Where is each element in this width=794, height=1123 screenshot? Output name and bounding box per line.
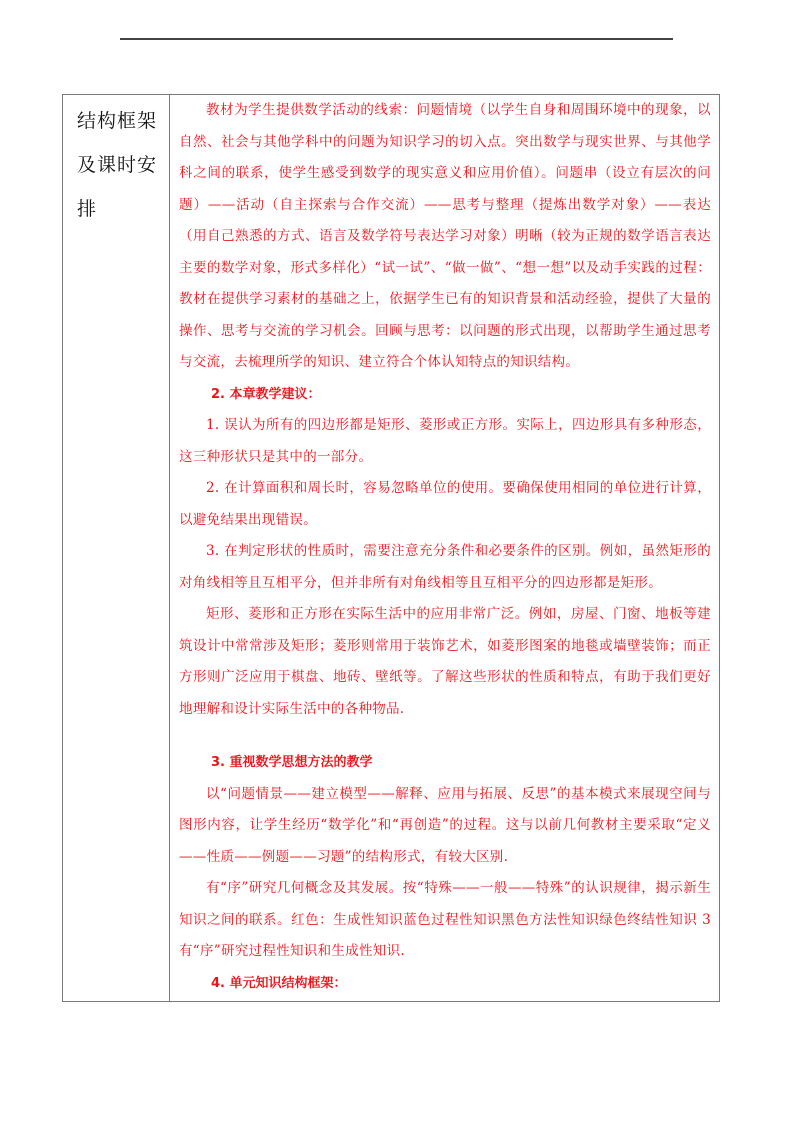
row-label-line: 排 bbox=[77, 198, 98, 220]
spacer bbox=[179, 725, 711, 747]
row-label-line: 结构框架 bbox=[77, 110, 158, 132]
section-3-paragraph: 有“序”研究几何概念及其发展。按“特殊——一般——特殊”的认识规律，揭示新生知识之间的联系。红色：生成性知识蓝色过程性知识黑色方法性知识绿色终结性知识 3 有“序”研究过程性知识和生成性知识. bbox=[179, 880, 711, 959]
intro-paragraph: 教材为学生提供数学活动的线索：问题情境（以学生自身和周围环境中的现象，以自然、社会与其他学科中的问题为知识学习的切入点。突出数学与现实世界、与其他学科之间的联系，使学生感受到数学的现实意义和应用价值）。问题串（设立有层次的问题）——活动（自主探索与合作交流）——思考与整理（提炼出数学对象）——表达（用自己熟悉的方式、语言及数学符号表达学习对象）明晰（较为正规的数学语言表达主要的数学对象，形式多样化）“试一试”、“做一做”、“想一想”以及动手实践的过程：教材在提供学习素材的基础之上，依据学生已有的知识背景和活动经验，提供了大量的操作、思考与交流的学习机会。回顾与思考：以问题的形式出现，以帮助学生通过思考与交流，去梳理所学的知识、建立符合个体认知特点的知识结构。 bbox=[179, 102, 711, 370]
section-3-heading: 3. 重视数学思想方法的教学 bbox=[211, 755, 373, 770]
suggestion-item: 2. 在计算面积和周长时，容易忽略单位的使用。要确保使用相同的单位进行计算，以避免结果出现错误。 bbox=[179, 480, 711, 528]
row-label-cell bbox=[63, 95, 170, 1001]
section-3-paragraph: 以“问题情景——建立模型——解释、应用与拓展、反思”的基本模式来展现空间与图形内容，让学生经历“数学化”和“再创造”的过程。这与以前几何教材主要采取“定义——性质——例题——习题”的结构形式，有较大区别. bbox=[179, 785, 711, 865]
section-2-heading: 2. 本章教学建议： bbox=[211, 386, 321, 402]
row-content-cell bbox=[170, 95, 719, 1001]
suggestion-item: 1. 误认为所有的四边形都是矩形、菱形或正方形。实际上，四边形具有多种形态，这三种形状只是其中的一部分。 bbox=[179, 417, 711, 465]
application-paragraph: 矩形、菱形和正方形在实际生活中的应用非常广泛。例如，房屋、门窗、地板等建筑设计中常常涉及矩形；菱形则常用于装饰艺术，如菱形图案的地毯或墙壁装饰；而正方形则广泛应用于棋盘、地砖、壁纸等。了解这些形状的性质和特点，有助于我们更好地理解和设计实际生活中的各种物品. bbox=[179, 606, 711, 717]
section-4-heading: 4. 单元知识结构框架： bbox=[211, 975, 347, 991]
content-table bbox=[62, 94, 720, 1002]
suggestion-item: 3. 在判定形状的性质时，需要注意充分条件和必要条件的区别。例如，虽然矩形的对角线相等且互相平分，但并非所有对角线相等且互相平分的四边形都是矩形。 bbox=[179, 543, 711, 591]
header-rule bbox=[120, 38, 673, 40]
row-label-line: 及课时安 bbox=[77, 154, 158, 176]
